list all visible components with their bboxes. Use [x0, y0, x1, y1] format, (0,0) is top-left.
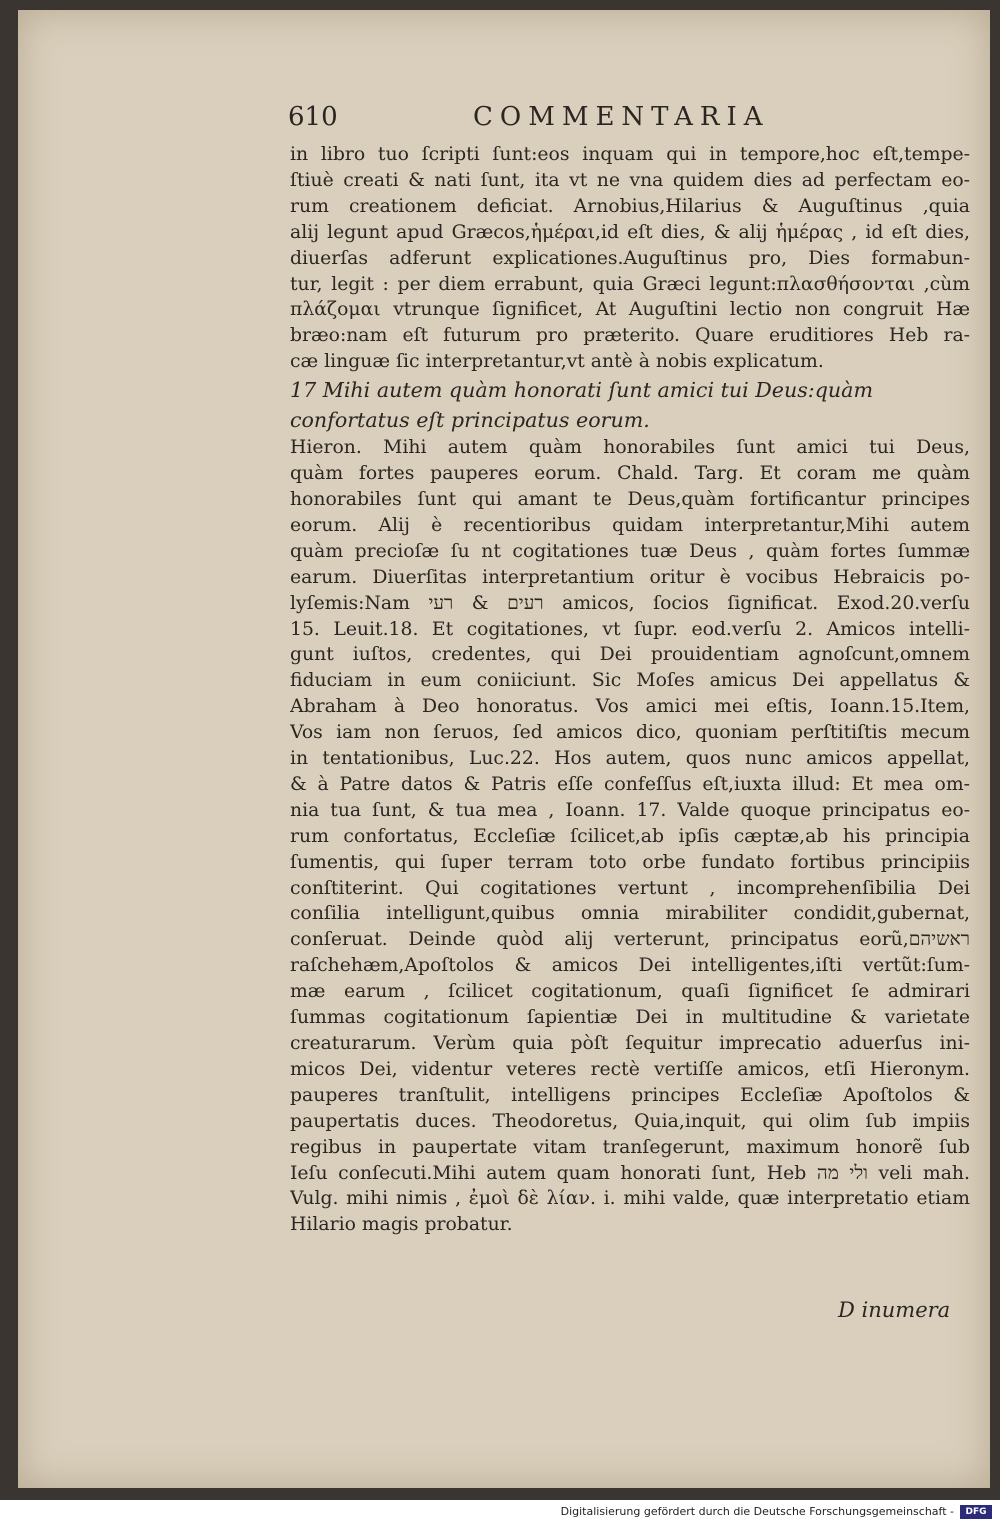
text-line: fiduciam in eum coniiciunt. Sic Moſes amicus Dei appellatus &: [290, 670, 970, 692]
text-line: in libro tuo ſcripti ſunt:eos inquam qui in tempore,hoc eſt,tempe-: [290, 144, 970, 165]
text-line: Hieron. Mihi autem quàm honorabiles ſunt amici tui Deus,: [290, 437, 970, 459]
text-line: micos Dei, videntur veteres rectè vertiſſe amicos, etſi Hieronym.: [290, 1058, 970, 1080]
commentary-text: [290, 142, 970, 1238]
funding-notice: Digitalisierung gefördert durch die Deutsche Forschungsgemeinschaft -: [560, 1505, 954, 1518]
text-line: diuerſas adferunt explicationes.Auguſtinus pro, Dies formabun-: [290, 247, 970, 269]
text-line: Ieſu conſecuti.Mihi autem quam honorati ſunt, Heb ולי מה veli mah.: [290, 1162, 970, 1184]
text-line: Abraham à Deo honoratus. Vos amici mei eſtis, Ioann.15.Item,: [290, 696, 970, 718]
text-line: honorabiles ſunt qui amant te Deus,quàm fortificantur principes: [290, 488, 970, 510]
text-line: quàm precioſæ ſu nt cogitationes tuæ Deus , quàm fortes ſummæ: [290, 540, 970, 562]
text-line: conſeruat. Deinde quòd alij verterunt, principatus eorũ,ראשיהם: [290, 929, 970, 951]
text-line: cæ linguæ ſic interpretantur,vt antè à nobis explicatum.: [290, 351, 824, 373]
text-line: raſchehæm,Apoſtolos & amicos Dei intelligentes,iſti vertũt:ſum-: [290, 955, 970, 977]
book-page: [18, 10, 990, 1488]
text-line: Vulg. mihi nimis , ἐμοὶ δὲ λίαν. i. mihi valde, quæ interpretatio etiam: [290, 1188, 970, 1210]
text-line: rum creationem deficiat. Arnobius,Hilarius & Auguſtinus ,quia: [290, 195, 970, 217]
text-line: eorum. Alij è recentioribus quidam interpretantur,Mihi autem: [290, 514, 970, 536]
text-line: alij legunt apud Græcos,ἡμέραι,id eſt dies, & alij ἡμέρας , id eſt dies,: [290, 221, 970, 243]
digitization-footer: [0, 1501, 1000, 1523]
text-line: ſumentis, qui ſuper terram toto orbe fundato fortibus principiis: [290, 851, 970, 873]
running-title: COMMENTARIA: [473, 102, 770, 132]
text-line: ſtiuè creati & nati ſunt, ita vt ne vna quidem dies ad perfectam eo-: [290, 169, 970, 191]
text-line: gunt iuſtos, credentes, qui Dei prouidentiam agnoſcunt,omnem: [290, 644, 970, 666]
text-line: in tentationibus, Luc.22. Hos autem, quos nunc amicos appellat,: [290, 748, 970, 770]
text-line: rum confortatus, Eccleſiæ ſcilicet,ab ipſis cæptæ,ab his principia: [290, 825, 970, 847]
text-line: Vos iam non ſeruos, ſed amicos dico, quoniam perſtitiſtis mecum: [290, 722, 970, 744]
dfg-logo-icon: DFG: [960, 1505, 992, 1519]
text-line: lyſemis:Nam רעים & רעי amicos, ſocios ſignificat. Exod.20.verſu: [290, 592, 970, 614]
text-line: creaturarum. Verùm quia pòſt ſequitur imprecatio aduerſus ini-: [290, 1033, 970, 1054]
text-line: 17 Mihi autem quàm honorati ſunt amici tui Deus:quàm: [290, 378, 873, 403]
text-line: bræo:nam eſt futurum pro præterito. Quare eruditiores Heb ra-: [290, 325, 970, 347]
text-line: & à Patre datos & Patris eſſe confeſſus eſt,iuxta illud: Et mea om-: [290, 773, 970, 795]
catchword: D inumera: [838, 1298, 951, 1322]
text-line: conſtiterint. Qui cogitationes vertunt , incomprehenſibilia Dei: [290, 877, 970, 899]
text-line: Hilario magis probatur.: [290, 1214, 513, 1236]
text-line: earum. Diuerſitas interpretantium oritur è vocibus Hebraicis po-: [290, 566, 970, 588]
text-line: 15. Leuit.18. Et cogitationes, vt ſupr. eod.verſu 2. Amicos intelli-: [290, 618, 970, 640]
text-line: mæ earum , ſcilicet cogitationum, quaſi ſignificet ſe admirari: [290, 981, 970, 1003]
text-line: pauperes tranſtulit, intelligens principes Eccleſiæ Apoſtolos &: [290, 1084, 970, 1106]
text-line: ſummas cogitationum ſapientiæ Dei in multitudine & varietate: [290, 1007, 970, 1029]
text-line: tur, legit : per diem errabunt, quia Græci legunt:πλασθήσονται ,cùm: [290, 273, 970, 295]
text-line: quàm fortes pauperes eorum. Chald. Targ. Et coram me quàm: [290, 463, 970, 485]
text-line: conſilia intelligunt,quibus omnia mirabiliter condidit,gubernat,: [290, 903, 970, 925]
text-line: paupertatis duces. Theodoretus, Quia,inquit, qui olim ſub impiis: [290, 1110, 970, 1132]
text-line: nia tua ſunt, & tua mea , Ioann. 17. Valde quoque principatus eo-: [290, 799, 970, 821]
page-number: 610: [288, 102, 338, 132]
text-line: confortatus eſt principatus eorum.: [290, 408, 650, 433]
text-line: πλάζομαι vtrunque ſignificet, At Auguſtini lectio non congruit Hæ: [290, 299, 970, 321]
text-line: regibus in paupertate vitam tranſegerunt, maximum honorẽ ſub: [290, 1136, 970, 1158]
